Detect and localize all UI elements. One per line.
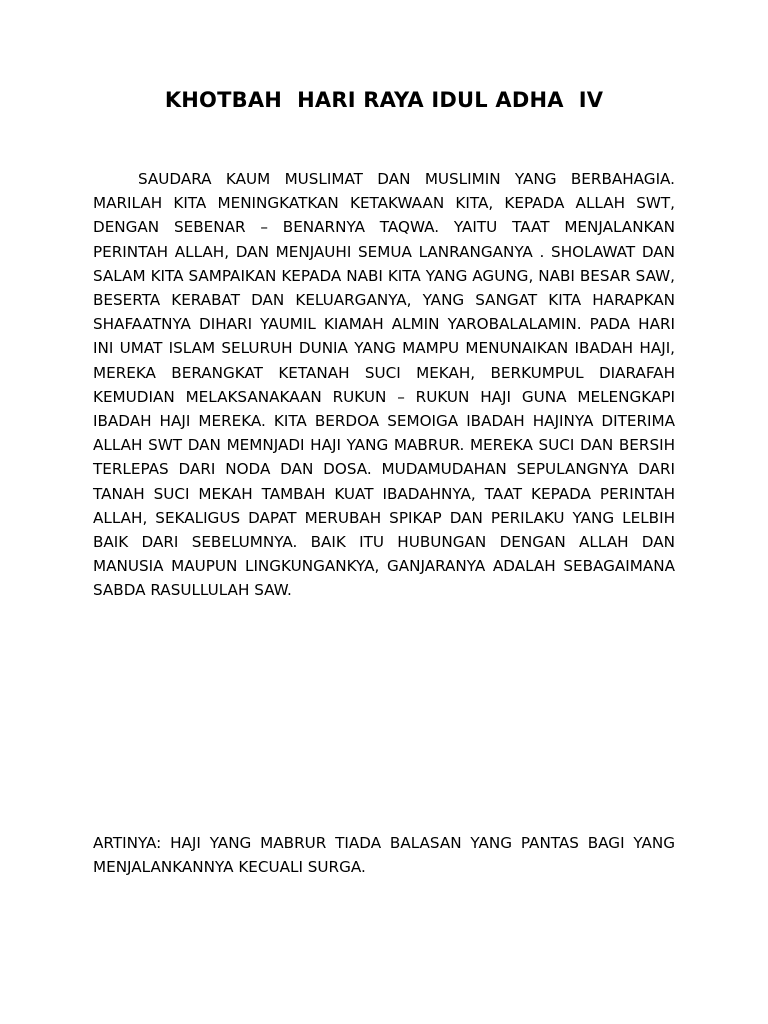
body-paragraph: SAUDARA KAUM MUSLIMAT DAN MUSLIMIN YANG BERBAHAGIA. MARILAH KITA MENINGKATKAN KETAKWAAN KITA, KEPADA ALLAH SWT, DENGAN SEBENAR – BENARNYA TAQWA. YAITU TAAT MENJALANKAN PERINTAH ALLAH, DAN MENJAUHI SEMUA LANRANGANYA . SHOLAWAT DAN SALAM KITA SAMPAIKAN KEPADA NABI KITA YANG AGUNG, NABI BESAR SAW, BESERTA KERABAT DAN KELUARGANYA, YANG SANGAT KITA HARAPKAN SHAFAATNYA DIHARI YAUMIL KIAMAH ALMIN YAROBALALAMIN. PADA HARI INI UMAT ISLAM SELURUH DUNIA YANG MAMPU MENUNAIKAN IBADAH HAJI, MEREKA BERANGKAT KETANAH SUCI MEKAH, BERKUMPUL DIARAFAH KEMUDIAN MELAKSANAKAAN RUKUN – RUKUN HAJI GUNA MELENGKAPI IBADAH HAJI MEREKA. KITA BERDOA SEMOIGA IBADAH HAJINYA DITERIMA ALLAH SWT DAN MEMNJADI HAJI YANG MABRUR. MEREKA SUCI DAN BERSIH TERLEPAS DARI NODA DAN DOSA. MUDAMUDAHAN SEPULANGNYA DARI TANAH SUCI MEKAH TAMBAH KUAT IBADAHNYA, TAAT KEPADA PERINTAH ALLAH, SEKALIGUS DAPAT MERUBAH SPIKAP DAN PERILAKU YANG LELBIH BAIK DARI SEBELUMNYA. BAIK ITU HUBUNGAN DENGAN ALLAH DAN MANUSIA MAUPUN LINGKUNGANKYA, GANJARANYA ADALAH SEBAGAIMANA SABDA RASULLULAH SAW. xyxy=(93,170,675,600)
document-title: KHOTBAH HARI RAYA IDUL ADHA IV xyxy=(164,88,604,112)
translation-paragraph: ARTINYA: HAJI YANG MABRUR TIADA BALASAN YANG PANTAS BAGI YANG MENJALANKANNYA KECUALI SURGA. xyxy=(93,834,675,877)
